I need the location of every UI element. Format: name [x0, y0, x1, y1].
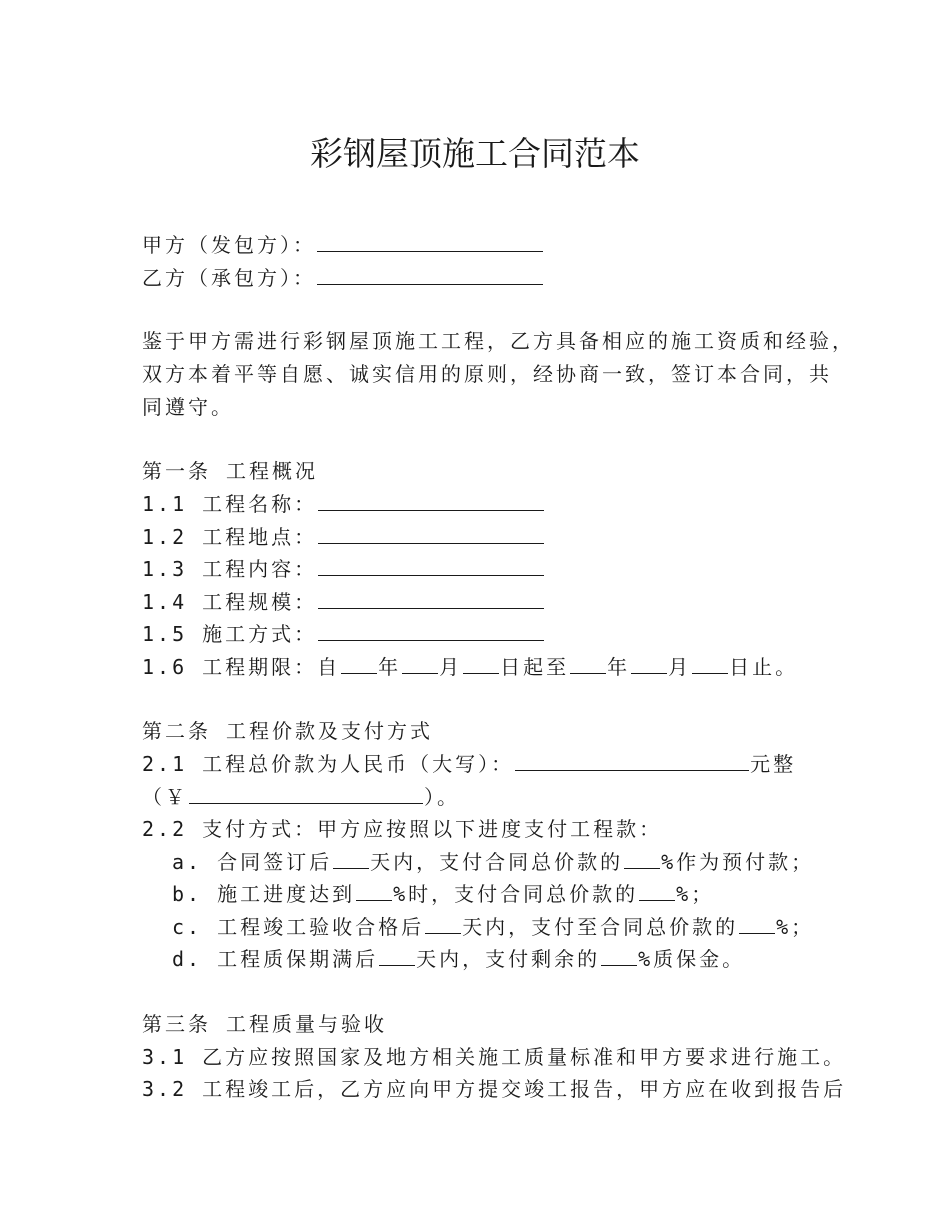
end-year-blank[interactable]	[570, 655, 606, 674]
item-1-1	[142, 490, 545, 518]
item-1-4-label: 1.4 工程规模：	[142, 590, 318, 614]
item-3-2: 3.2 工程竣工后，乙方应向甲方提交竣工报告，甲方应在收到报告后	[142, 1077, 847, 1101]
intro-line-2: 双方本着平等自愿、诚实信用的原则，经协商一致，签订本合同，共	[142, 362, 832, 386]
item-2-1-text-b: 元整	[750, 752, 797, 776]
item-1-6-text-b: 年	[378, 655, 402, 679]
item-1-6-text-d: 日起至	[500, 655, 570, 679]
party-b-label: 乙方（承包方）：	[142, 266, 316, 290]
project-name-blank[interactable]	[318, 492, 544, 511]
payment-d	[172, 945, 745, 973]
item-1-5-label: 1.5 施工方式：	[142, 622, 318, 646]
party-a-line	[142, 231, 544, 259]
payment-b-text-1: b. 施工进度达到	[172, 882, 356, 906]
start-month-blank[interactable]	[402, 655, 438, 674]
item-2-1-cont	[142, 783, 460, 811]
intro-line-1: 鉴于甲方需进行彩钢屋顶施工工程，乙方具备相应的施工资质和经验，	[142, 329, 855, 353]
construction-method-blank[interactable]	[318, 622, 544, 641]
item-2-2: 2.2 支付方式：甲方应按照以下进度支付工程款：	[142, 817, 663, 841]
item-1-6	[142, 653, 798, 681]
item-1-2	[142, 523, 545, 551]
payment-b	[172, 880, 714, 908]
end-month-blank[interactable]	[631, 655, 667, 674]
payment-b-percent-blank[interactable]	[639, 882, 675, 901]
payment-c-text-2: 天内，支付至合同总价款的	[462, 915, 739, 939]
item-1-6-text-g: 日止。	[729, 655, 799, 679]
payment-a	[172, 848, 814, 876]
item-2-1-text-d: ）。	[424, 785, 460, 809]
item-1-3	[142, 555, 545, 583]
project-content-blank[interactable]	[318, 557, 544, 576]
article-1-heading: 第一条 工程概况	[142, 459, 319, 483]
item-2-1-text-a: 2.1 工程总价款为人民币（大写）：	[142, 752, 515, 776]
payment-d-percent-blank[interactable]	[601, 947, 637, 966]
payment-c-text-3: %；	[776, 915, 815, 939]
item-1-2-label: 1.2 工程地点：	[142, 525, 318, 549]
project-location-blank[interactable]	[318, 525, 544, 544]
total-price-words-blank[interactable]	[515, 752, 749, 771]
payment-a-text-2: 天内，支付合同总价款的	[370, 850, 624, 874]
payment-d-text-3: %质保金。	[638, 947, 746, 971]
payment-a-days-blank[interactable]	[333, 850, 369, 869]
payment-d-text-1: d. 工程质保期满后	[172, 947, 379, 971]
party-a-label: 甲方（发包方）：	[142, 233, 316, 257]
item-1-4	[142, 588, 545, 616]
party-b-blank[interactable]	[317, 266, 543, 285]
end-day-blank[interactable]	[692, 655, 728, 674]
payment-b-progress-blank[interactable]	[356, 882, 392, 901]
item-1-6-text-f: 月	[668, 655, 692, 679]
total-price-figure-blank[interactable]	[189, 785, 423, 804]
article-2-heading: 第二条 工程价款及支付方式	[142, 719, 434, 743]
item-2-1-text-c: （￥	[142, 785, 188, 809]
payment-a-text-1: a. 合同签订后	[172, 850, 333, 874]
document-title: 彩钢屋顶施工合同范本	[310, 134, 640, 173]
item-1-5	[142, 620, 545, 648]
item-1-3-label: 1.3 工程内容：	[142, 557, 318, 581]
start-year-blank[interactable]	[341, 655, 377, 674]
payment-c-text-1: c. 工程竣工验收合格后	[172, 915, 425, 939]
payment-c	[172, 913, 814, 941]
item-3-1: 3.1 乙方应按照国家及地方相关施工质量标准和甲方要求进行施工。	[142, 1045, 847, 1069]
party-a-blank[interactable]	[317, 233, 543, 252]
start-day-blank[interactable]	[463, 655, 499, 674]
payment-a-text-3: %作为预付款；	[661, 850, 815, 874]
project-scale-blank[interactable]	[318, 590, 544, 609]
item-1-1-label: 1.1 工程名称：	[142, 492, 318, 516]
payment-d-days-blank[interactable]	[379, 947, 415, 966]
intro-line-3: 同遵守。	[142, 395, 234, 419]
payment-b-text-3: %；	[676, 882, 715, 906]
item-1-6-text-c: 月	[439, 655, 463, 679]
item-1-6-text-e: 年	[607, 655, 631, 679]
article-3-heading: 第三条 工程质量与验收	[142, 1012, 388, 1036]
payment-d-text-2: 天内，支付剩余的	[416, 947, 601, 971]
party-b-line	[142, 264, 544, 292]
payment-c-days-blank[interactable]	[425, 915, 461, 934]
payment-b-text-2: %时，支付合同总价款的	[393, 882, 639, 906]
payment-a-percent-blank[interactable]	[624, 850, 660, 869]
item-2-1	[142, 750, 796, 778]
payment-c-percent-blank[interactable]	[739, 915, 775, 934]
item-1-6-text-a: 1.6 工程期限：自	[142, 655, 341, 679]
